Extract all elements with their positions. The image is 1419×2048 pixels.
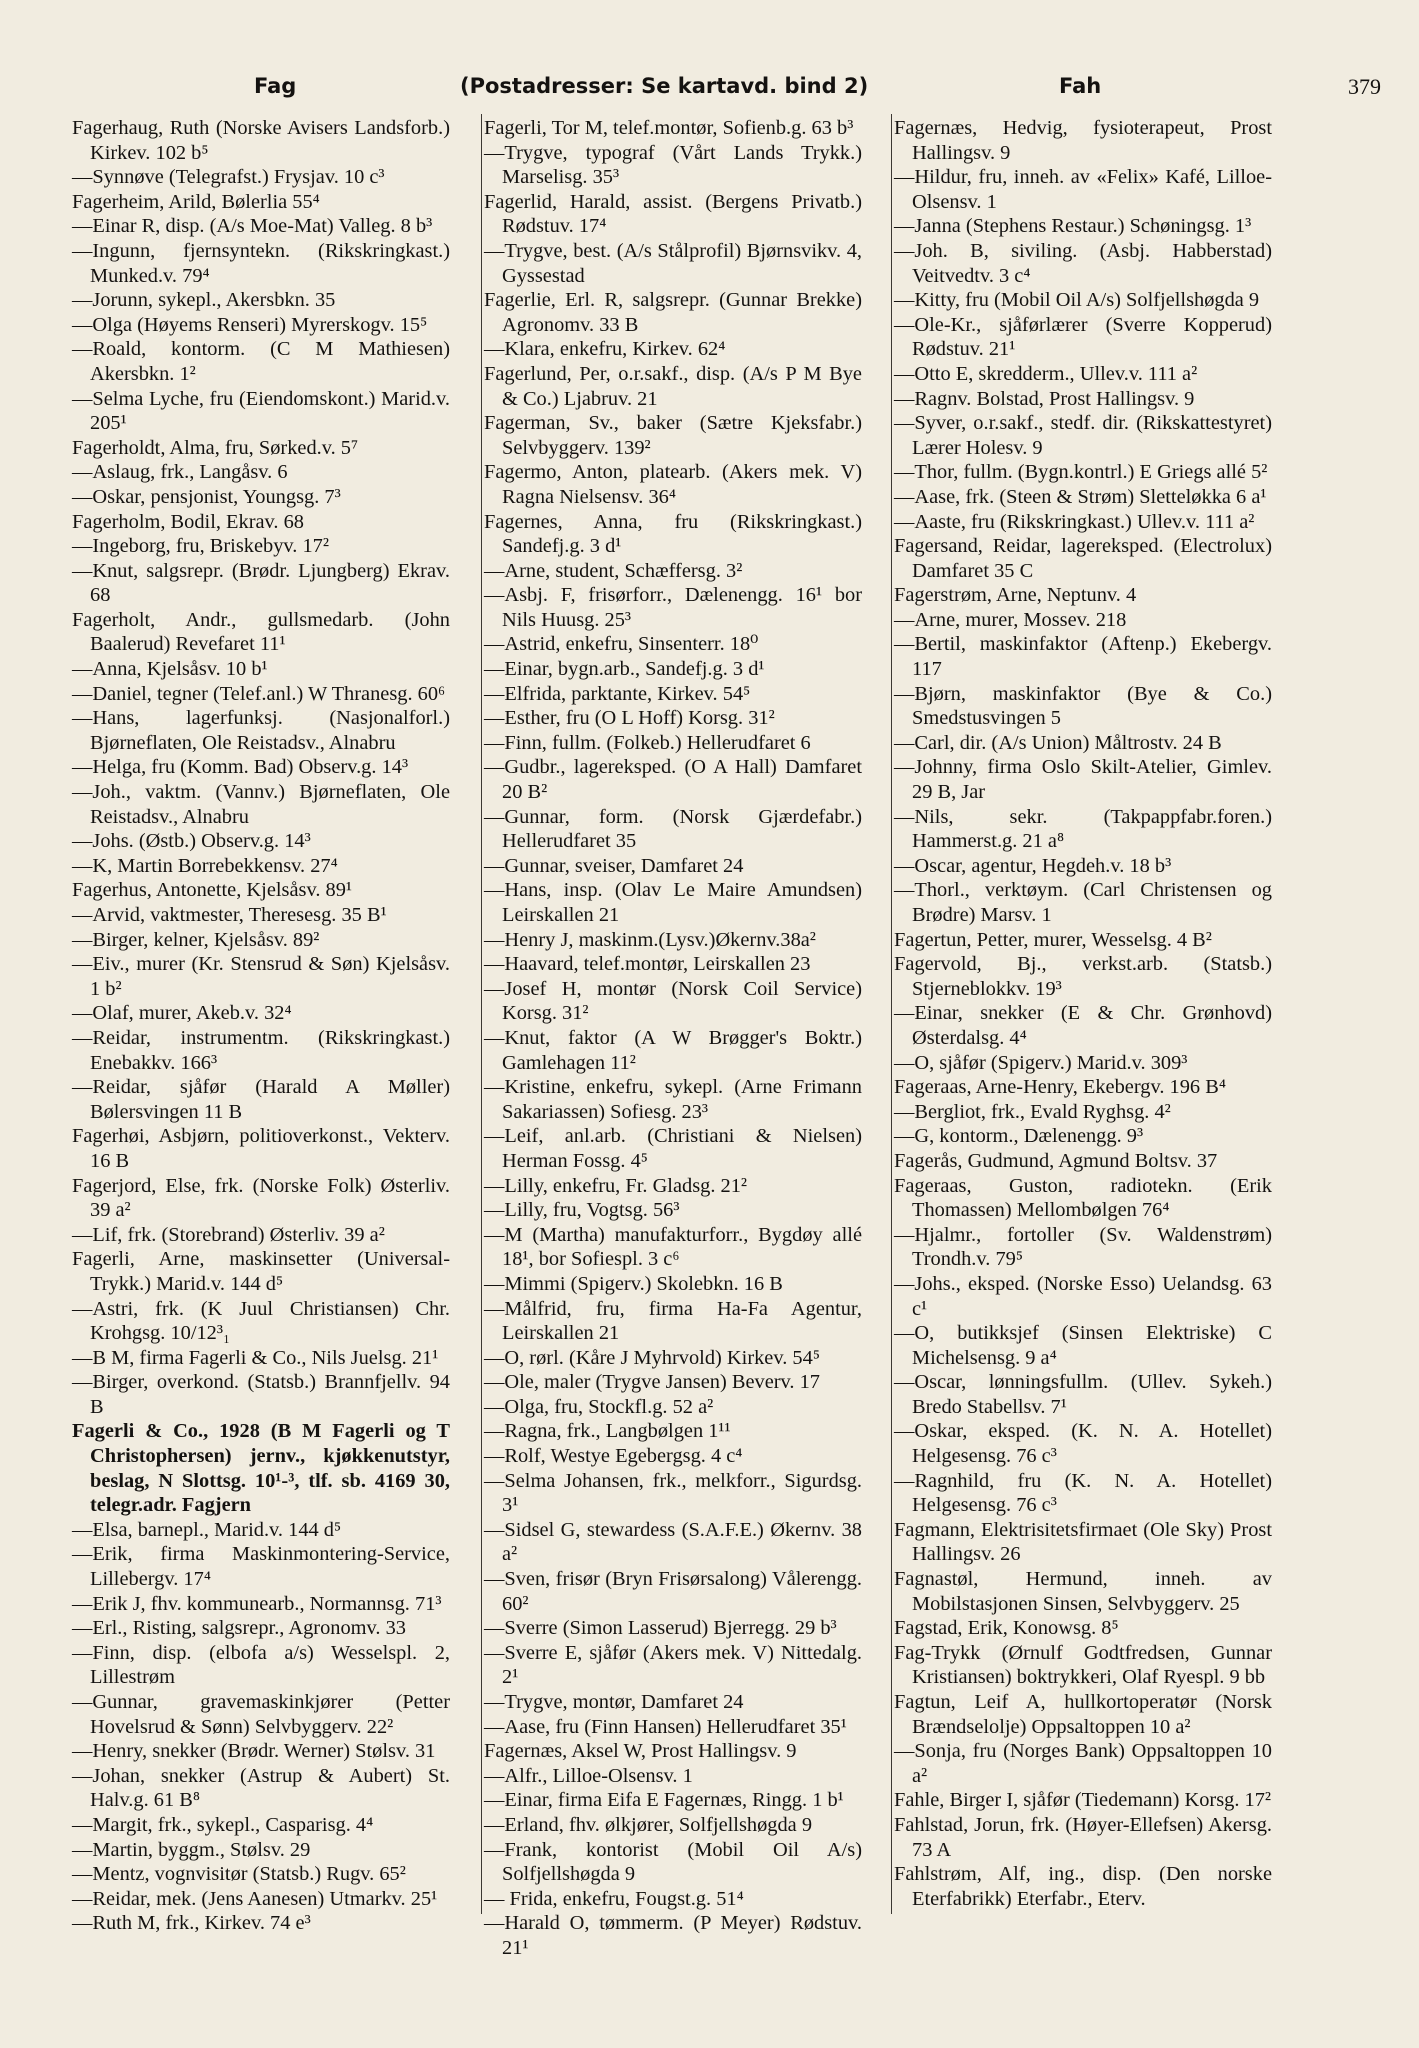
directory-entry: —Knut, faktor (A W Brøgger's Boktr.) Gamlehagen 11² xyxy=(484,1026,862,1074)
directory-entry: —Lif, frk. (Storebrand) Østerliv. 39 a² xyxy=(72,1223,385,1246)
directory-entry: Fagerholm, Bodil, Ekrav. 68 xyxy=(72,510,305,533)
directory-entry: —Sven, frisør (Bryn Frisørsalong) Vålerengg. 60² xyxy=(484,1568,862,1615)
directory-entry: —Sverre (Simon Lasserud) Bjerregg. 29 b³ xyxy=(484,1617,837,1640)
directory-entry: Fagerheim, Arild, Bølerlia 55⁴ xyxy=(72,190,320,213)
directory-entry: —Gunnar, form. (Norsk Gjærdefabr.) Hellerudfaret 35 xyxy=(484,805,862,853)
header-right-guide-word: Fah xyxy=(1059,74,1102,98)
directory-entry: —Thorl., verktøym. (Carl Christensen og Brødre) Marsv. 1 xyxy=(894,879,1272,926)
directory-entry: —Elfrida, parktante, Kirkev. 54⁵ xyxy=(484,682,751,705)
directory-entry: —Haavard, telef.montør, Leirskallen 23 xyxy=(484,953,811,976)
directory-entry: Fagerholt, Andr., gullsmedarb. (John Baalerud) Revefaret 11¹ xyxy=(72,608,450,656)
directory-entry: Fahlstrøm, Alf, ing., disp. (Den norske Eterfabrikk) Eterfabr., Eterv. xyxy=(894,1863,1272,1910)
directory-entry: —Gudbr., lagereksped. (O A Hall) Damfaret 20 B² xyxy=(484,756,862,804)
directory-entry: Fageraas, Guston, radiotekn. (Erik Thomassen) Mellombølgen 76⁴ xyxy=(894,1174,1272,1222)
directory-entry: Fagerhaug, Ruth (Norske Avisers Landsforb.) Kirkev. 102 b⁵ xyxy=(72,117,450,164)
directory-entry: —Oscar, agentur, Hegdeh.v. 18 b³ xyxy=(894,854,1172,877)
directory-entry: —G, kontorm., Dælenengg. 9³ xyxy=(894,1125,1144,1148)
directory-entry: Fageraas, Arne-Henry, Ekebergv. 196 B⁴ xyxy=(894,1076,1226,1099)
directory-entry: —Aaste, fru (Rikskringkast.) Ullev.v. 111 a² xyxy=(894,510,1255,533)
directory-entry: Fagerli, Arne, maskinsetter (Universal-Trykk.) Marid.v. 144 d⁵ xyxy=(72,1248,450,1295)
directory-entry: —Otto E, skredderm., Ullev.v. 111 a² xyxy=(894,362,1198,385)
page-header xyxy=(74,74,1381,110)
directory-entry: —Henry J, maskinm.(Lysv.)Økernv.38a² xyxy=(484,928,816,951)
directory-entry: —Olga (Høyems Renseri) Myrerskogv. 15⁵ xyxy=(72,313,428,336)
directory-entry: —Finn, disp. (elbofa a/s) Wesselspl. 2, Lillestrøm xyxy=(72,1641,450,1689)
directory-entry: Fagerholdt, Alma, fru, Sørked.v. 5⁷ xyxy=(72,436,359,459)
directory-entry: —Erik J, fhv. kommunearb., Normannsg. 71³ xyxy=(72,1592,442,1615)
directory-entry: —K, Martin Borrebekkensv. 27⁴ xyxy=(72,854,338,877)
header-left-guide-word: Fag xyxy=(254,74,297,98)
directory-entry: Fagernæs, Hedvig, fysioterapeut, Prost Hallingsv. 9 xyxy=(894,117,1272,164)
directory-entry: —B M, firma Fagerli & Co., Nils Juelsg. 21¹ xyxy=(72,1346,439,1369)
directory-entry: —Einar, firma Eifa E Fagernæs, Ringg. 1 b¹ xyxy=(484,1789,844,1812)
directory-entry: —Joh., vaktm. (Vannv.) Bjørneflaten, Ole Reistadsv., Alnabru xyxy=(72,781,450,828)
directory-entry: —Ragnv. Bolstad, Prost Hallingsv. 9 xyxy=(894,387,1195,410)
directory-entry: —Einar, snekker (E & Chr. Grønhovd) Østerdalsg. 4⁴ xyxy=(894,1002,1272,1049)
directory-entry: —Erland, fhv. ølkjører, Solfjellshøgda 9 xyxy=(484,1813,813,1836)
directory-entry: —Johan, snekker (Astrup & Aubert) St. Halv.g. 61 B⁸ xyxy=(72,1764,450,1812)
directory-entry: Fagerman, Sv., baker (Sætre Kjeksfabr.) Selvbyggerv. 139² xyxy=(484,412,862,459)
directory-entry: Fagstad, Erik, Konowsg. 8⁵ xyxy=(894,1617,1119,1640)
directory-entry: —Rolf, Westye Egebergsg. 4 c⁴ xyxy=(484,1445,743,1468)
directory-entry: —Selma Johansen, frk., melkforr., Sigurdsg. 3¹ xyxy=(484,1469,862,1517)
directory-entry: —Sverre E, sjåfør (Akers mek. V) Nittedalg. 2¹ xyxy=(484,1641,862,1689)
directory-entry: —Alfr., Lilloe-Olsensv. 1 xyxy=(484,1764,693,1787)
directory-entry: —Lilly, enkefru, Fr. Gladsg. 21² xyxy=(484,1174,748,1197)
directory-entry: —Olga, fru, Stockfl.g. 52 a² xyxy=(484,1395,714,1418)
directory-entry: Fagerhøi, Asbjørn, politioverkonst., Vekterv. 16 B xyxy=(72,1125,450,1172)
directory-entry: —Selma Lyche, fru (Eiendomskont.) Marid.v. 205¹ xyxy=(72,387,450,435)
directory-entry: —Mimmi (Spigerv.) Skolebkn. 16 B xyxy=(484,1272,783,1295)
directory-entry: —Birger, overkond. (Statsb.) Brannfjellv. 94 B xyxy=(72,1371,450,1418)
directory-entry: —Eiv., murer (Kr. Stensrud & Søn) Kjelsåsv. 1 b² xyxy=(72,953,450,1000)
directory-entry: —O, butikksjef (Sinsen Elektriske) C Michelsensg. 9 a⁴ xyxy=(894,1322,1272,1369)
directory-entry: Fagerjord, Else, frk. (Norske Folk) Østerliv. 39 a² xyxy=(72,1174,450,1222)
directory-entry: —Johs., eksped. (Norske Esso) Uelandsg. 63 c¹ xyxy=(894,1272,1272,1320)
directory-entry: —Arne, murer, Mossev. 218 xyxy=(894,608,1127,631)
directory-entry: —Martin, byggm., Stølsv. 29 xyxy=(72,1838,311,1861)
directory-entry: —Daniel, tegner (Telef.anl.) W Thranesg. 60⁶ xyxy=(72,682,446,705)
directory-entry: —Bjørn, maskinfaktor (Bye & Co.) Smedstusvingen 5 xyxy=(894,682,1272,730)
directory-entry: —Reidar, instrumentm. (Rikskringkast.) Enebakkv. 166³ xyxy=(72,1026,450,1074)
directory-entry: Fagerhus, Antonette, Kjelsåsv. 89¹ xyxy=(72,879,353,902)
header-center-note: (Postadresser: Se kartavd. bind 2) xyxy=(460,74,869,98)
directory-column-2 xyxy=(484,116,862,1961)
directory-column-3 xyxy=(894,116,1272,1911)
directory-entry: Fagervold, Bj., verkst.arb. (Statsb.) Stjerneblokkv. 19³ xyxy=(894,953,1272,1000)
directory-entry: Fagnastøl, Hermund, inneh. av Mobilstasjonen Sinsen, Selvbyggerv. 25 xyxy=(894,1568,1272,1615)
directory-entry: —Ingeborg, fru, Briskebyv. 17² xyxy=(72,535,329,558)
directory-entry: Fag-Trykk (Ørnulf Godtfredsen, Gunnar Kristiansen) boktrykkeri, Olaf Ryespl. 9 bb xyxy=(894,1641,1272,1689)
directory-entry: —Lilly, fru, Vogtsg. 56³ xyxy=(484,1199,680,1222)
directory-entry: —Ingunn, fjernsyntekn. (Rikskringkast.) Munked.v. 79⁴ xyxy=(72,239,450,287)
directory-entry: —Joh. B, siviling. (Asbj. Habberstad) Veitvedtv. 3 c⁴ xyxy=(894,239,1272,287)
directory-entry: —Knut, salgsrepr. (Brødr. Ljungberg) Ekrav. 68 xyxy=(72,559,450,607)
directory-entry: —Johnny, firma Oslo Skilt-Atelier, Gimlev. 29 B, Jar xyxy=(894,756,1272,804)
directory-entry: Fagertun, Petter, murer, Wesselsg. 4 B² xyxy=(894,928,1212,951)
directory-entry: —Kristine, enkefru, sykepl. (Arne Frimann Sakariassen) Sofiesg. 23³ xyxy=(484,1076,862,1123)
directory-entry: —Gunnar, gravemaskinkjører (Petter Hovelsrud & Sønn) Selvbyggerv. 22² xyxy=(72,1691,450,1738)
directory-entry: Fagersand, Reidar, lagereksped. (Electrolux) Damfaret 35 C xyxy=(894,535,1272,582)
directory-entry: —Astri, frk. (K Juul Christiansen) Chr. Krohgsg. 10/12³₁ xyxy=(72,1297,450,1345)
directory-entry: —Ruth M, frk., Kirkev. 74 e³ xyxy=(72,1912,311,1935)
directory-entry: —Oskar, eksped. (K. N. A. Hotellet) Helgesensg. 76 c³ xyxy=(894,1420,1272,1468)
directory-entry: Fagernæs, Aksel W, Prost Hallingsv. 9 xyxy=(484,1740,797,1763)
directory-entry: Fagtun, Leif A, hullkortoperatør (Norsk Brændselolje) Oppsaltoppen 10 a² xyxy=(894,1691,1272,1738)
directory-entry: —Oscar, lønningsfullm. (Ullev. Sykeh.) Bredo Stabellsv. 7¹ xyxy=(894,1371,1272,1418)
directory-entry: —Esther, fru (O L Hoff) Korsg. 31² xyxy=(484,707,775,730)
directory-entry: —Sonja, fru (Norges Bank) Oppsaltoppen 10 a² xyxy=(894,1740,1272,1787)
directory-entry: —Nils, sekr. (Takpappfabr.foren.) Hammerst.g. 21 a⁸ xyxy=(894,805,1272,853)
directory-entry: —Aslaug, frk., Langåsv. 6 xyxy=(72,461,288,484)
directory-entry: —Asbj. F, frisørforr., Dælenengg. 16¹ bor Nils Huusg. 25³ xyxy=(484,584,862,631)
directory-entry: —Arne, student, Schæffersg. 3² xyxy=(484,559,743,582)
directory-entry: —Aase, frk. (Steen & Strøm) Slettеløkka 6 a¹ xyxy=(894,485,1267,508)
directory-entry: —Bertil, maskinfaktor (Aftenp.) Ekebergv. 117 xyxy=(894,633,1272,681)
directory-entry: —Reidar, sjåfør (Harald A Møller) Bølersvingen 11 B xyxy=(72,1076,450,1123)
directory-entry: —Trygve, montør, Damfaret 24 xyxy=(484,1691,744,1713)
directory-entry: Fagerli & Co., 1928 (B M Fagerli og T Christophersen) jernv., kjøkkenutstyr, beslag, N Slottsg. 10¹-³, tlf. sb. 4169 30, telegr.adr. Fagjern xyxy=(72,1420,450,1517)
directory-entry: —Jorunn, sykepl., Akersbkn. 35 xyxy=(72,289,336,312)
directory-entry: Fahlstad, Jorun, frk. (Høyer-Ellefsen) Akersg. 73 A xyxy=(894,1813,1272,1861)
directory-entry: —Henry, snekker (Brødr. Werner) Stølsv. 31 xyxy=(72,1740,436,1763)
page-number: 379 xyxy=(1348,74,1381,99)
directory-entry: Fagernes, Anna, fru (Rikskringkast.) Sandefj.g. 3 d¹ xyxy=(484,510,862,558)
directory-entry: Fahle, Birger I, sjåfør (Tiedemann) Korsg. 17² xyxy=(894,1789,1272,1812)
directory-entry: —Bergliot, frk., Evald Ryghsg. 4² xyxy=(894,1100,1171,1123)
directory-entry: Fagerlid, Harald, assist. (Bergens Privatb.) Rødstuv. 17⁴ xyxy=(484,190,862,238)
directory-entry: —Margit, frk., sykepl., Casparisg. 4⁴ xyxy=(72,1813,374,1836)
directory-entry: —Gunnar, sveiser, Damfaret 24 xyxy=(484,854,744,877)
directory-entry: —Arvid, vaktmester, Theresesg. 35 B¹ xyxy=(72,904,387,926)
directory-entry: —Syver, o.r.sakf., stedf. dir. (Rikskattestyret) Lærer Holesv. 9 xyxy=(894,412,1272,459)
directory-entry: —Hans, insp. (Olav Le Maire Amundsen) Leirskallen 21 xyxy=(484,879,862,926)
directory-entry: —Sidsel G, stewardess (S.A.F.E.) Økernv. 38 a² xyxy=(484,1518,862,1566)
directory-entry: —Mentz, vognvisitør (Statsb.) Rugv. 65² xyxy=(72,1863,406,1886)
directory-entry: —Ole-Kr., sjåførlærer (Sverre Kopperud) Rødstuv. 21¹ xyxy=(894,313,1272,361)
directory-entry: —Thor, fullm. (Bygn.kontrl.) E Griegs allé 5² xyxy=(894,461,1268,484)
directory-entry: —Frank, kontorist (Mobil Oil A/s) Solfjellshøgda 9 xyxy=(484,1838,862,1886)
directory-entry: —Ragnhild, fru (K. N. A. Hotellet) Helgesensg. 76 c³ xyxy=(894,1469,1272,1517)
directory-entry: —Trygve, typograf (Vårt Lands Trykk.) Marselisg. 35³ xyxy=(484,141,862,189)
directory-entry: —Klara, enkefru, Kirkev. 62⁴ xyxy=(484,338,726,361)
directory-entry: —Kitty, fru (Mobil Oil A/s) Solfjellshøgda 9 xyxy=(894,289,1260,312)
directory-entry: Fagerlie, Erl. R, salgsrepr. (Gunnar Brekke) Agronomv. 33 B xyxy=(484,289,862,336)
directory-entry: Fagmann, Elektrisitetsfirmaet (Ole Sky) Prost Hallingsv. 26 xyxy=(894,1518,1272,1566)
directory-entry: —M (Martha) manufakturforr., Bygdøy allé 18¹, bor Sofiespl. 3 c⁶ xyxy=(484,1223,862,1271)
directory-entry: —O, rørl. (Kåre J Myhrvold) Kirkev. 54⁵ xyxy=(484,1346,820,1369)
directory-entry: Fagerstrøm, Arne, Neptunv. 4 xyxy=(894,584,1137,607)
column-divider xyxy=(481,114,482,1914)
directory-entry: —Janna (Stephens Restaur.) Schøningsg. 1³ xyxy=(894,215,1252,238)
directory-entry: —Einar, bygn.arb., Sandefj.g. 3 d¹ xyxy=(484,658,765,681)
directory-entry: —Elsa, barnepl., Marid.v. 144 d⁵ xyxy=(72,1518,342,1541)
directory-entry: Fagerås, Gudmund, Agmund Boltsv. 37 xyxy=(894,1149,1218,1172)
directory-entry: —Erl., Risting, salgsrepr., Agronomv. 33 xyxy=(72,1617,406,1640)
directory-entry: —Finn, fullm. (Folkeb.) Hellerudfaret 6 xyxy=(484,731,811,754)
directory-entry: —Målfrid, fru, firma Ha-Fa Agentur, Leirskallen 21 xyxy=(484,1297,862,1345)
directory-entry: —Ole, maler (Trygve Jansen) Beverv. 17 xyxy=(484,1371,820,1394)
directory-entry: —Aase, fru (Finn Hansen) Hellerudfaret 35¹ xyxy=(484,1715,847,1738)
directory-entry: Fagerli, Tor M, telef.montør, Sofienb.g. 63 b³ xyxy=(484,117,854,139)
directory-entry: —Carl, dir. (A/s Union) Måltrostv. 24 B xyxy=(894,731,1222,754)
directory-entry: —Birger, kelner, Kjelsåsv. 89² xyxy=(72,928,320,951)
directory-entry: —Synnøve (Telegrafst.) Frysjav. 10 c³ xyxy=(72,166,385,189)
directory-entry: —Reidar, mek. (Jens Aanesen) Utmarkv. 25¹ xyxy=(72,1887,438,1910)
directory-entry: Fagerlund, Per, o.r.sakf., disp. (A/s P M Bye & Co.) Ljabruv. 21 xyxy=(484,362,862,410)
directory-entry: —Anna, Kjelsåsv. 10 b¹ xyxy=(72,658,268,681)
directory-entry: —Astrid, enkefru, Sinsenterr. 18⁰ xyxy=(484,633,759,656)
directory-entry: —Hans, lagerfunksj. (Nasjonalforl.) Bjørneflaten, Ole Reistadsv., Alnabru xyxy=(72,707,450,754)
directory-entry: —O, sjåfør (Spigerv.) Marid.v. 309³ xyxy=(894,1051,1188,1074)
directory-entry: —Oskar, pensjonist, Youngsg. 7³ xyxy=(72,485,341,508)
directory-column-1 xyxy=(72,116,450,1936)
directory-entry: —Roald, kontorm. (C M Mathiesen) Akersbkn. 1² xyxy=(72,338,450,385)
directory-entry: —Harald O, tømmerm. (P Meyer) Rødstuv. 21¹ xyxy=(484,1912,862,1959)
directory-entry: —Leif, anl.arb. (Christiani & Nielsen) Herman Fossg. 4⁵ xyxy=(484,1125,862,1172)
directory-entry: —Johs. (Østb.) Observ.g. 14³ xyxy=(72,830,311,853)
column-divider xyxy=(891,114,892,1914)
directory-entry: — Frida, enkefru, Fougst.g. 51⁴ xyxy=(484,1887,744,1910)
directory-entry: Fagermo, Anton, platearb. (Akers mek. V) Ragna Nielsensv. 36⁴ xyxy=(484,461,862,508)
directory-entry: —Erik, firma Maskinmontering-Service, Lillebergv. 17⁴ xyxy=(72,1543,450,1591)
directory-entry: —Josef H, montør (Norsk Coil Service) Korsg. 31² xyxy=(484,977,862,1025)
directory-entry: —Trygve, best. (A/s Stålprofil) Bjørnsvikv. 4, Gyssestad xyxy=(484,239,862,287)
directory-entry: —Helga, fru (Komm. Bad) Observ.g. 14³ xyxy=(72,756,409,779)
directory-entry: —Hildur, fru, inneh. av «Felix» Kafé, Lilloe-Olsensv. 1 xyxy=(894,166,1272,213)
directory-entry: —Ragna, frk., Langbølgen 1¹¹ xyxy=(484,1420,731,1443)
directory-entry: —Einar R, disp. (A/s Moe-Mat) Valleg. 8 b³ xyxy=(72,215,433,238)
directory-entry: —Hjalmr., fortoller (Sv. Waldenstrøm) Trondh.v. 79⁵ xyxy=(894,1223,1272,1271)
directory-entry: —Olaf, murer, Akeb.v. 32⁴ xyxy=(72,1002,292,1025)
